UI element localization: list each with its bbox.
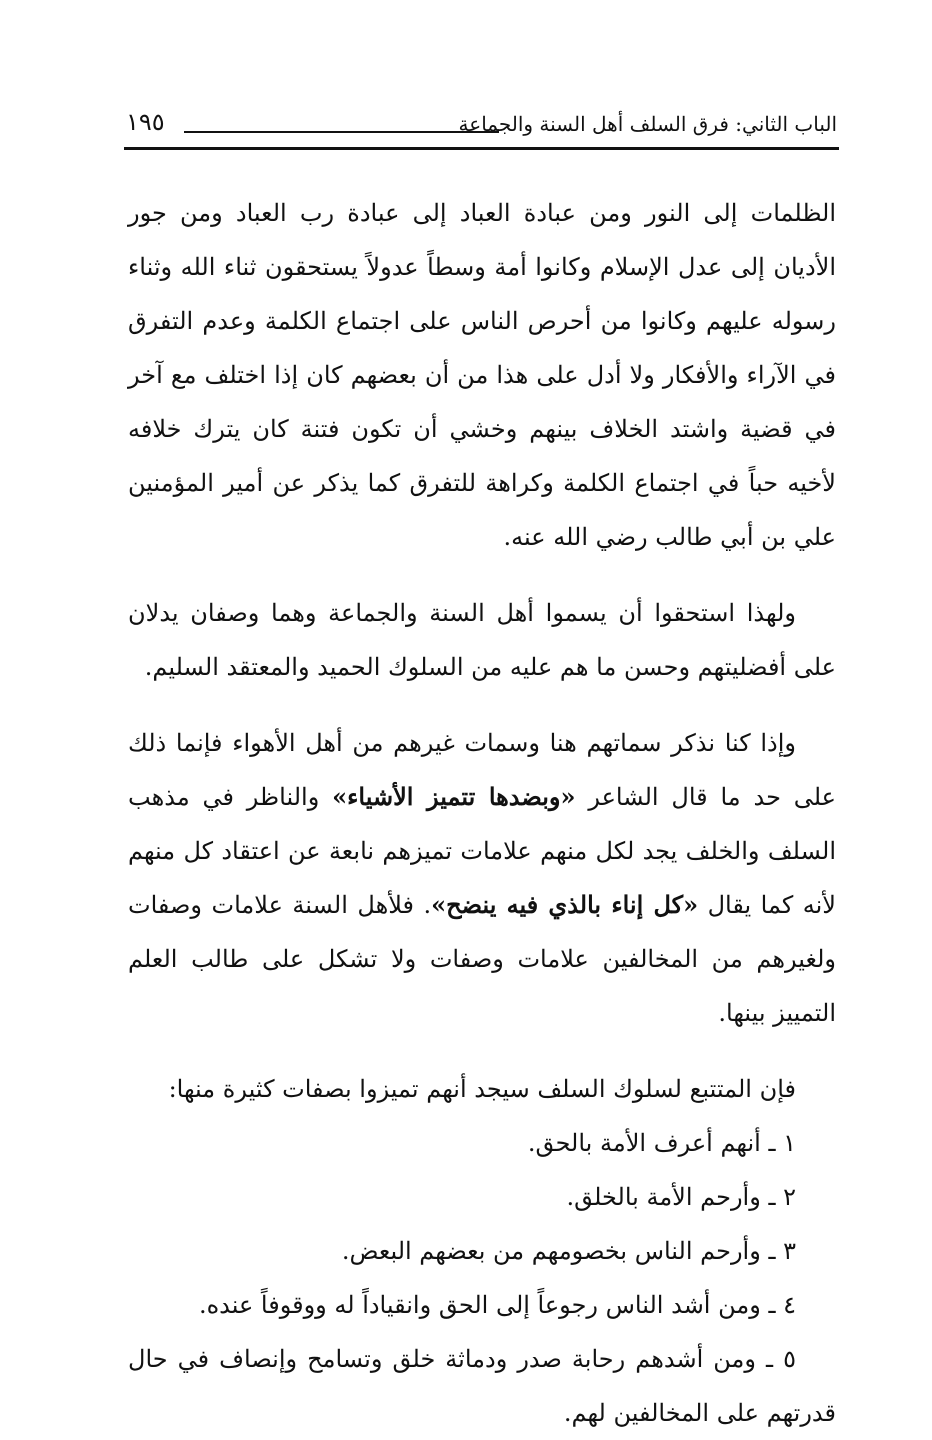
quote-1: «وبضدها تتميز الأشياء» [332,782,576,811]
paragraph-3-part-2: والناظر في مذهب السلف والخلف يجد لكل منهم علامات تميزهم نابعة عن اعتقاد كل منهم لأنه كما يقال [128,783,836,919]
paragraph-3-part-3: . فلأهل السنة علامات وصفات ولغيرهم من المخالفين علامات وصفات ولا تشكل على طالب العلم التمييز بينها. [128,891,836,1027]
paragraph-4: فإن المتتبع لسلوك السلف سيجد أنهم تميزوا بصفات كثيرة منها: [168,1075,796,1103]
page-number: ١٩٥ [126,108,165,136]
list-item-1: ١ ـ أنهم أعرف الأمة بالحق. [527,1129,796,1157]
list-item-4: ٤ ـ ومن أشد الناس رجوعاً إلى الحق وانقياداً له ووقوفاً عنده. [198,1291,796,1319]
paragraph-2: ولهذا استحقوا أن يسموا أهل السنة والجماعة وهما وصفان يدلان على أفضليتهم وحسن ما هم عليه من السلوك الحميد والمعتقد السليم. [128,599,836,681]
paragraph-1: الظلمات إلى النور ومن عبادة العباد إلى عبادة رب العباد ومن جور الأديان إلى عدل الإسلام وكانوا أمة وسطاً عدولاً يستحقون ثناء الله وثناء رسوله عليهم وكانوا من أحرص الناس على اجتماع الكلمة وعدم التفرق في الآراء والأفكار ولا أدل على هذا من أن بعضهم كان إذا اختلف مع آخر في قضية واشتد الخلاف بينهم وخشي أن تكون فتنة كان يترك خلافه لأخيه حباً في اجتماع الكلمة وكراهة للتفرق كما يذكر عن أمير المؤمنين علي بن أبي طالب رضي الله عنه. [128,199,836,551]
header-rule [124,147,839,150]
paragraph-3 [128,716,836,1040]
running-header [126,108,837,142]
body-text [128,186,836,1440]
header-dash-line [184,131,499,133]
list-item-5: ٥ ـ ومن أشدهم رحابة صدر ودماثة خلق وتسامح وإنصاف في حال قدرتهم على المخالفين لهم. [128,1345,836,1427]
chapter-title: الباب الثاني: فرق السلف أهل السنة والجماعة [458,112,837,136]
paragraph-3-part-1: وإذا كنا نذكر سماتهم هنا وسمات غيرهم من أهل الأهواء فإنما ذلك على حد ما قال الشاعر [128,729,837,811]
list-item-2: ٢ ـ وأرحم الأمة بالخلق. [566,1183,796,1211]
quote-2: «كل إناء بالذي فيه ينضح» [431,890,699,919]
list-item-3: ٣ ـ وأرحم الناس بخصومهم من بعضهم البعض. [341,1237,796,1265]
